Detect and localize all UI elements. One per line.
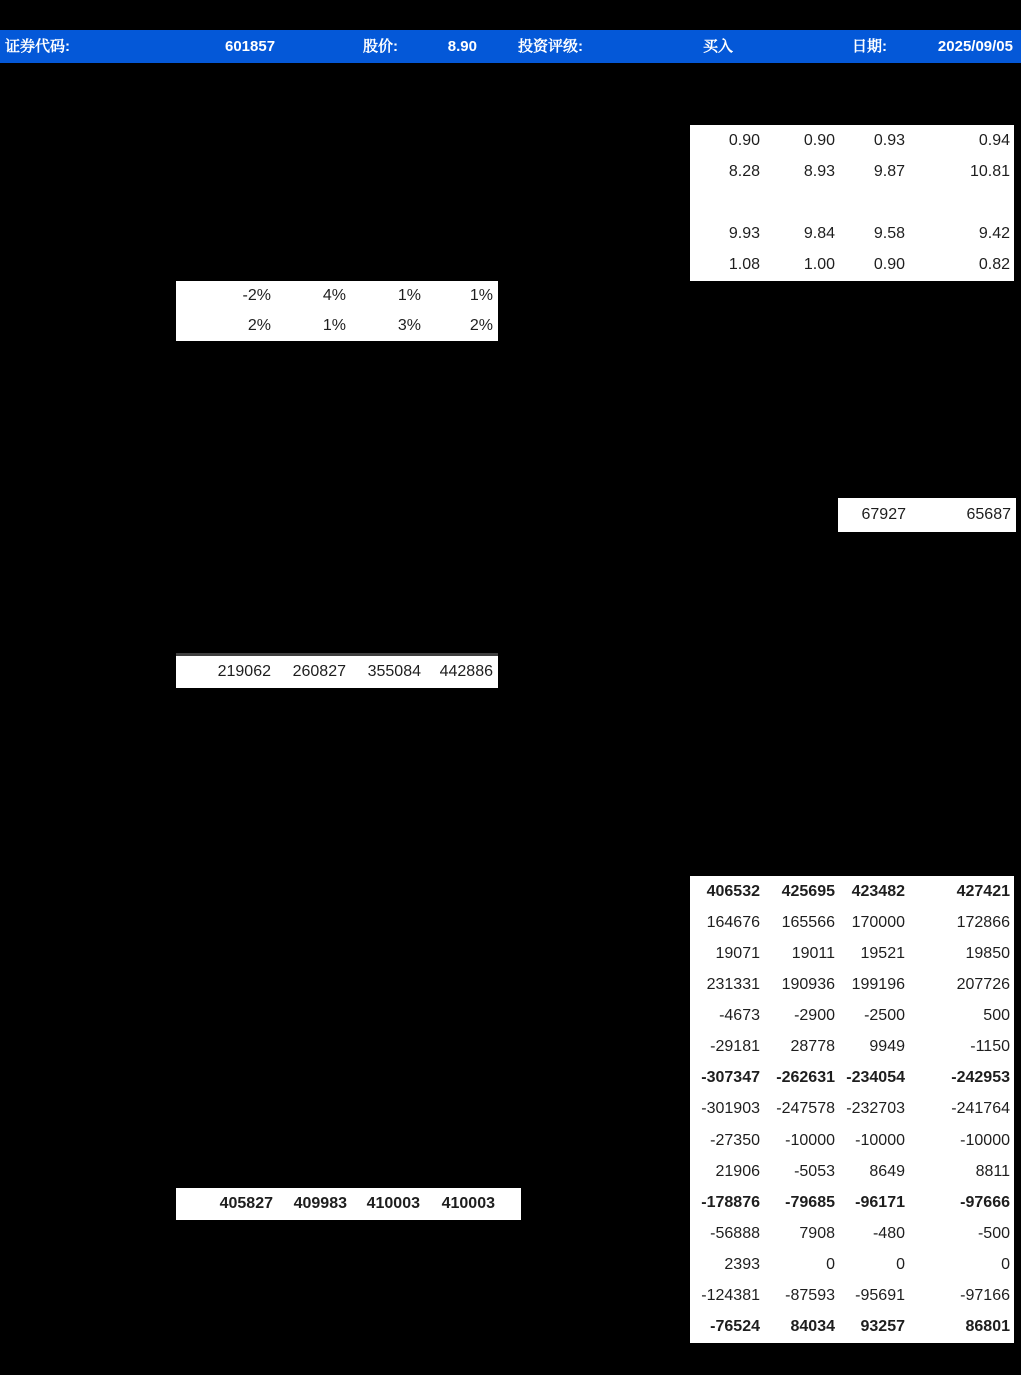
table-cashflow-values: [690, 876, 1014, 1343]
table-row: [690, 1250, 1014, 1281]
table-cell: 0.90: [803, 131, 835, 149]
table-cell: 8.93: [803, 162, 835, 180]
table-cell: 9949: [869, 1038, 905, 1056]
table-row: [176, 1188, 521, 1220]
table-cell: 21906: [715, 1162, 760, 1180]
table-row: [690, 1218, 1014, 1249]
table-cell: -79685: [785, 1193, 835, 1211]
table-cell: 19850: [965, 944, 1010, 962]
table-cell: 86801: [965, 1318, 1010, 1336]
table-cell: -10000: [960, 1131, 1010, 1149]
table-row: [176, 281, 498, 311]
table-cell: 10.81: [969, 162, 1010, 180]
table-cell: 0.90: [873, 256, 905, 274]
table-cell: -97166: [960, 1287, 1010, 1305]
table-cell: -307347: [701, 1069, 760, 1087]
table-cell: 406532: [706, 882, 760, 900]
table-cell: -56888: [710, 1224, 760, 1242]
table-cell: 7908: [799, 1224, 835, 1242]
table-cell: 260827: [292, 663, 346, 680]
stock-price-label: 股价:: [363, 38, 398, 55]
table-cell: 65687: [966, 506, 1011, 523]
table-cell: 0.82: [978, 256, 1010, 274]
table-cell: -178876: [701, 1193, 760, 1211]
table-cell: 219062: [217, 663, 271, 680]
stock-code-value: 601857: [225, 38, 276, 55]
table-cell: 0: [896, 1256, 905, 1274]
table-cell: 1%: [397, 287, 421, 304]
table-row: [690, 1281, 1014, 1312]
table-row: [176, 656, 498, 688]
table-cell: 1%: [322, 317, 346, 334]
table-cell: -2900: [794, 1007, 835, 1025]
table-cell: 2393: [724, 1256, 760, 1274]
table-row: [690, 876, 1014, 907]
table-cell: 410003: [366, 1195, 420, 1212]
table-growth-percentages: [176, 281, 498, 341]
table-cell: -97666: [960, 1193, 1010, 1211]
table-cell: 1%: [469, 287, 493, 304]
table-cell: 19011: [791, 944, 835, 962]
table-row: [690, 907, 1014, 938]
table-row: [690, 250, 1014, 281]
table-cell: 0.93: [873, 131, 905, 149]
table-cell: -232703: [846, 1100, 905, 1118]
table-row: [690, 1156, 1014, 1187]
table-cell: 500: [983, 1007, 1010, 1025]
table-row: [690, 1094, 1014, 1125]
table-cell: -10000: [785, 1131, 835, 1149]
table-cell: -2500: [864, 1007, 905, 1025]
table-row: [690, 219, 1014, 250]
table-cell: 4%: [322, 287, 346, 304]
table-cell: 9.93: [728, 225, 760, 243]
table-cell: 442886: [439, 663, 493, 680]
table-cell: -10000: [855, 1131, 905, 1149]
table-row: [690, 1187, 1014, 1218]
table-cell: 9.84: [803, 225, 835, 243]
table-cell: 427421: [956, 882, 1010, 900]
table-cell: 8811: [975, 1162, 1010, 1180]
table-cell: 410003: [441, 1195, 495, 1212]
table-cell: -124381: [701, 1287, 760, 1305]
table-cell: 164676: [706, 913, 760, 931]
header-bar: [0, 30, 1021, 63]
table-cell: 93257: [860, 1318, 905, 1336]
table-cell: -2%: [242, 287, 271, 304]
table-cell: 8649: [869, 1162, 905, 1180]
table-row: [690, 156, 1014, 187]
rating-label: 投资评级:: [518, 38, 583, 55]
table-row: [690, 1312, 1014, 1343]
table-cell: 207726: [956, 975, 1010, 993]
table-cell: 2%: [469, 317, 493, 334]
table-cell: -27350: [710, 1131, 760, 1149]
table-cell: 0.94: [978, 131, 1010, 149]
table-cell: 9.87: [873, 162, 905, 180]
rating-value: 买入: [703, 38, 734, 55]
table-cell: 28778: [790, 1038, 835, 1056]
table-cell: 2%: [247, 317, 271, 334]
row-totals-bottom-left: [176, 1188, 521, 1220]
table-top-right-ratios: [690, 125, 1014, 281]
table-cell: -76524: [710, 1318, 760, 1336]
table-cell: 8.28: [728, 162, 760, 180]
table-cell: 172866: [956, 913, 1010, 931]
table-cell: -480: [872, 1224, 905, 1242]
table-cell: -29181: [710, 1038, 760, 1056]
table-cell: 3%: [397, 317, 421, 334]
table-cell: 199196: [851, 975, 905, 993]
table-cell: -301903: [701, 1100, 760, 1118]
table-cell: 423482: [851, 882, 905, 900]
table-cell: 231331: [706, 975, 760, 993]
table-row: [690, 187, 1014, 218]
table-cell: 19521: [860, 944, 905, 962]
table-cell: 190936: [781, 975, 835, 993]
row-values-mid-right: [838, 498, 1016, 532]
table-cell: 19071: [715, 944, 760, 962]
table-cell: -242953: [951, 1069, 1010, 1087]
table-cell: 9.58: [873, 225, 905, 243]
table-row: [690, 1032, 1014, 1063]
table-cell: -500: [977, 1224, 1010, 1242]
date-label: 日期:: [852, 38, 887, 55]
stock-price-value: 8.90: [447, 38, 477, 55]
table-cell: 0: [1001, 1256, 1010, 1274]
table-cell: -247578: [776, 1100, 835, 1118]
table-row: [690, 1063, 1014, 1094]
table-row: [838, 498, 1016, 532]
table-cell: -241764: [951, 1100, 1010, 1118]
table-row: [176, 311, 498, 341]
table-cell: 1.00: [803, 256, 835, 274]
table-cell: 425695: [781, 882, 835, 900]
table-row: [690, 1125, 1014, 1156]
table-cell: 9.42: [978, 225, 1010, 243]
table-cell: 0.90: [728, 131, 760, 149]
table-cell: -1150: [970, 1038, 1010, 1056]
table-row: [690, 1001, 1014, 1032]
row-totals-mid-left: [176, 653, 498, 688]
table-row: [690, 125, 1014, 156]
table-row: [690, 969, 1014, 1000]
table-cell: -262631: [776, 1069, 835, 1087]
table-cell: 170000: [851, 913, 905, 931]
table-cell: 67927: [861, 506, 906, 523]
table-cell: -95691: [855, 1287, 905, 1305]
date-value: 2025/09/05: [937, 38, 1013, 55]
table-cell: -5053: [794, 1162, 835, 1180]
table-row: [690, 938, 1014, 969]
table-cell: 165566: [781, 913, 835, 931]
table-cell: -234054: [846, 1069, 905, 1087]
table-cell: -96171: [855, 1193, 905, 1211]
table-cell: -4673: [719, 1007, 760, 1025]
table-cell: 84034: [790, 1318, 835, 1336]
table-cell: 1.08: [728, 256, 760, 274]
stock-code-label: 证券代码:: [5, 38, 70, 55]
table-cell: 405827: [219, 1195, 273, 1212]
table-cell: 355084: [367, 663, 421, 680]
table-cell: -87593: [785, 1287, 835, 1305]
table-cell: 0: [826, 1256, 835, 1274]
table-cell: 409983: [293, 1195, 347, 1212]
